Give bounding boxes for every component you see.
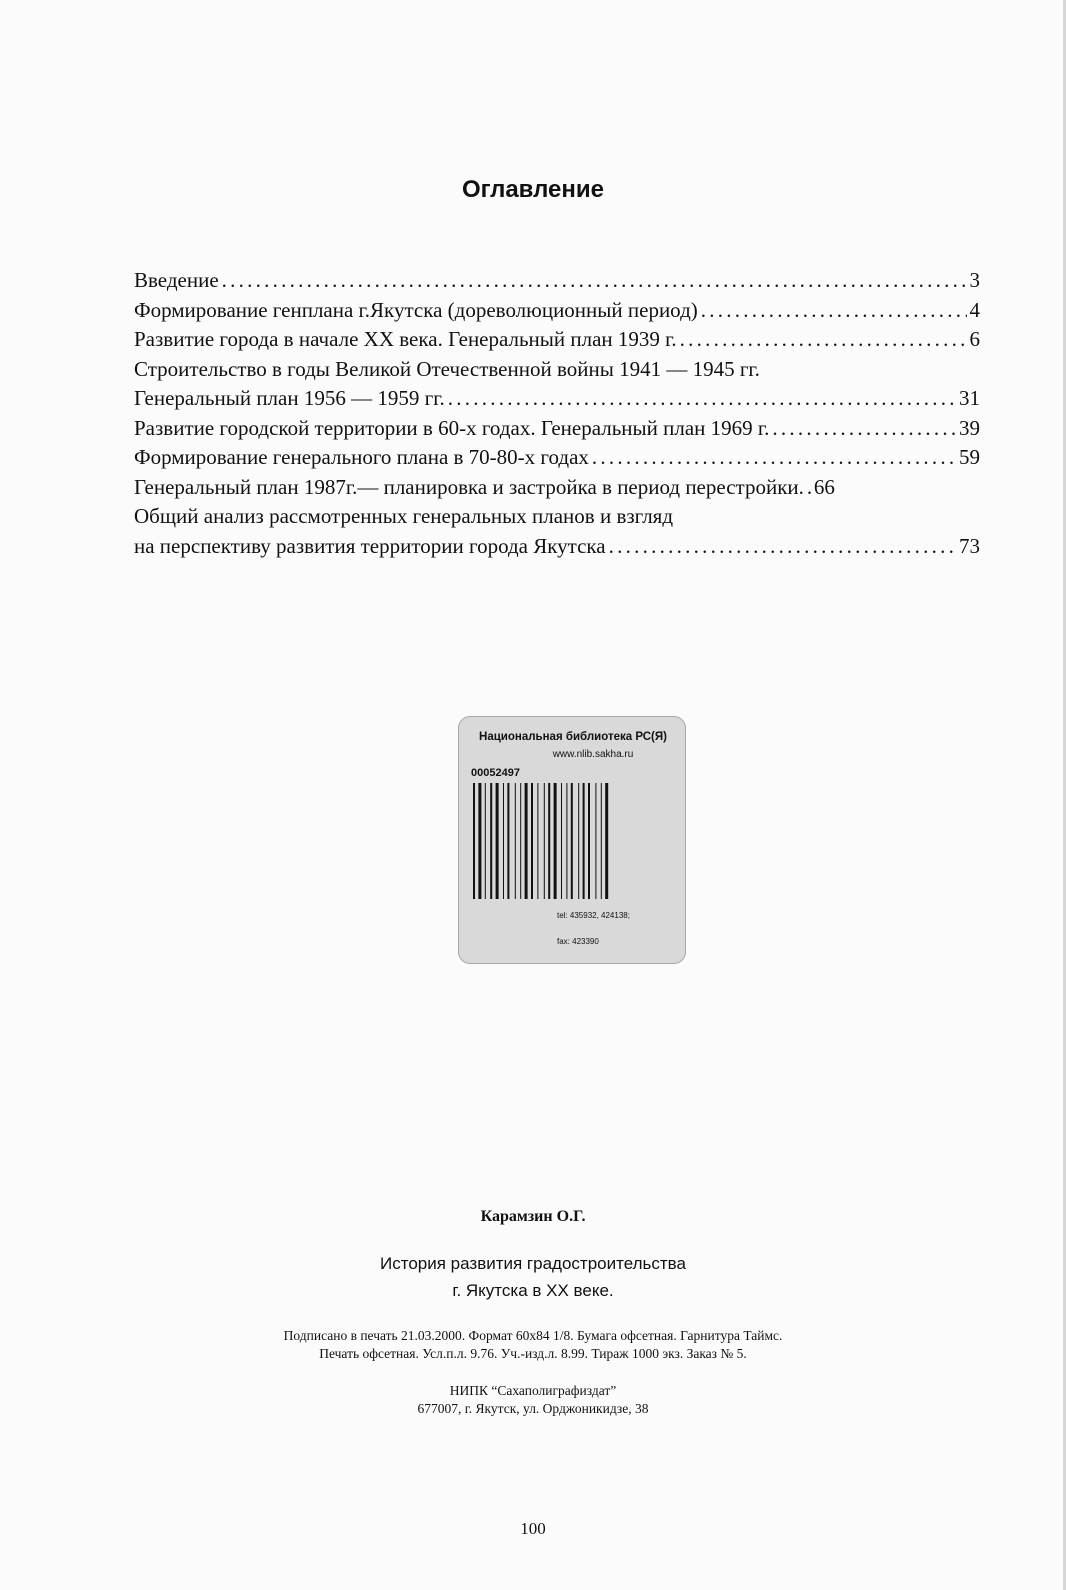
publisher-line: НИПК “Сахаполиграфиздат” (449, 1383, 617, 1398)
toc-leader-dots (701, 298, 967, 323)
toc-leader-dots (772, 416, 956, 441)
toc-entry-title: Общий анализ рассмотренных генеральных планов и взгляд (134, 504, 674, 528)
imprint-line: Печать офсетная. Усл.п.л. 9.76. Уч.-изд.л. 8.99. Тираж 1000 экз. Заказ № 5. (319, 1346, 747, 1361)
toc-leader-dots (680, 327, 967, 352)
toc-entry-page: 73 (959, 533, 980, 558)
toc-entry[interactable] (134, 534, 980, 564)
toc-leader-dots (222, 268, 967, 293)
toc-entry[interactable] (134, 504, 980, 534)
toc-entry-page: 66 (813, 474, 835, 499)
book-title-line: г. Якутска в XX веке. (452, 1281, 614, 1300)
toc-entry[interactable] (134, 268, 980, 298)
toc-entry-title: Формирование генерального плана в 70-80-х годах (134, 445, 589, 469)
toc-entry[interactable] (134, 298, 980, 328)
toc-entry-page: 6 (969, 327, 980, 351)
toc-entry-page: 3 (969, 268, 980, 292)
toc-entry-title: Введение (134, 268, 219, 292)
toc-entry-page: 39 (959, 415, 980, 440)
toc-entry-title: Строительство в годы Великой Отечественной войны 1941 — 1945 гг. (134, 356, 760, 381)
toc-entry-title: на перспективу развития территории города Якутска (134, 533, 606, 558)
toc-entry-title: Генеральный план 1987г.— планировка и застройка в период перестройки. (134, 474, 804, 499)
book-author: Карамзин О.Г. (480, 1208, 586, 1225)
toc-heading: Оглавление (462, 176, 604, 203)
toc-entry[interactable] (134, 327, 980, 357)
imprint-line: Подписано в печать 21.03.2000. Формат 60x84 1/8. Бумага офсетная. Гарнитура Таймс. (283, 1328, 783, 1343)
toc-leader-dots (807, 475, 811, 500)
publisher-line: 677007, г. Якутск, ул. Орджоникидзе, 38 (417, 1401, 649, 1416)
toc-leader-dots (448, 386, 956, 411)
library-barcode-sticker (458, 716, 686, 964)
barcode-number: 00052497 (471, 767, 520, 779)
barcode-icon (471, 783, 675, 899)
library-url: www.nlib.sakha.ru (552, 749, 634, 760)
toc-entry[interactable] (134, 445, 980, 475)
toc-entry-title: Развитие города в начале XX века. Генеральный план 1939 г. (134, 327, 677, 351)
book-title-line: История развития градостроительства (380, 1254, 686, 1273)
toc-entry[interactable] (134, 386, 980, 416)
toc-entry-title: Генеральный план 1956 — 1959 гг. (134, 386, 445, 410)
library-fax: fax: 423390 (557, 937, 599, 946)
book-title (0, 1250, 1066, 1304)
toc-entry[interactable] (134, 475, 980, 505)
toc-entry-page: 31 (959, 386, 980, 410)
library-phone: tel: 435932, 424138; (557, 911, 630, 920)
toc-leader-dots (609, 534, 956, 559)
toc-entry[interactable] (134, 357, 980, 387)
page-number: 100 (520, 1519, 546, 1538)
print-imprint (0, 1327, 1066, 1363)
publisher-info (0, 1382, 1066, 1418)
toc-entry-page: 4 (969, 297, 980, 322)
toc-entry-title: Развитие городской территории в 60-х годах. Генеральный план 1969 г. (134, 415, 770, 440)
toc-entry-title: Формирование генплана г.Якутска (дореволюционный период) (134, 297, 698, 322)
toc-entry-page: 59 (959, 445, 980, 469)
table-of-contents (134, 268, 980, 563)
toc-entry[interactable] (134, 416, 980, 446)
library-name: Национальная библиотека РС(Я) (479, 731, 667, 743)
toc-leader-dots (592, 445, 956, 470)
